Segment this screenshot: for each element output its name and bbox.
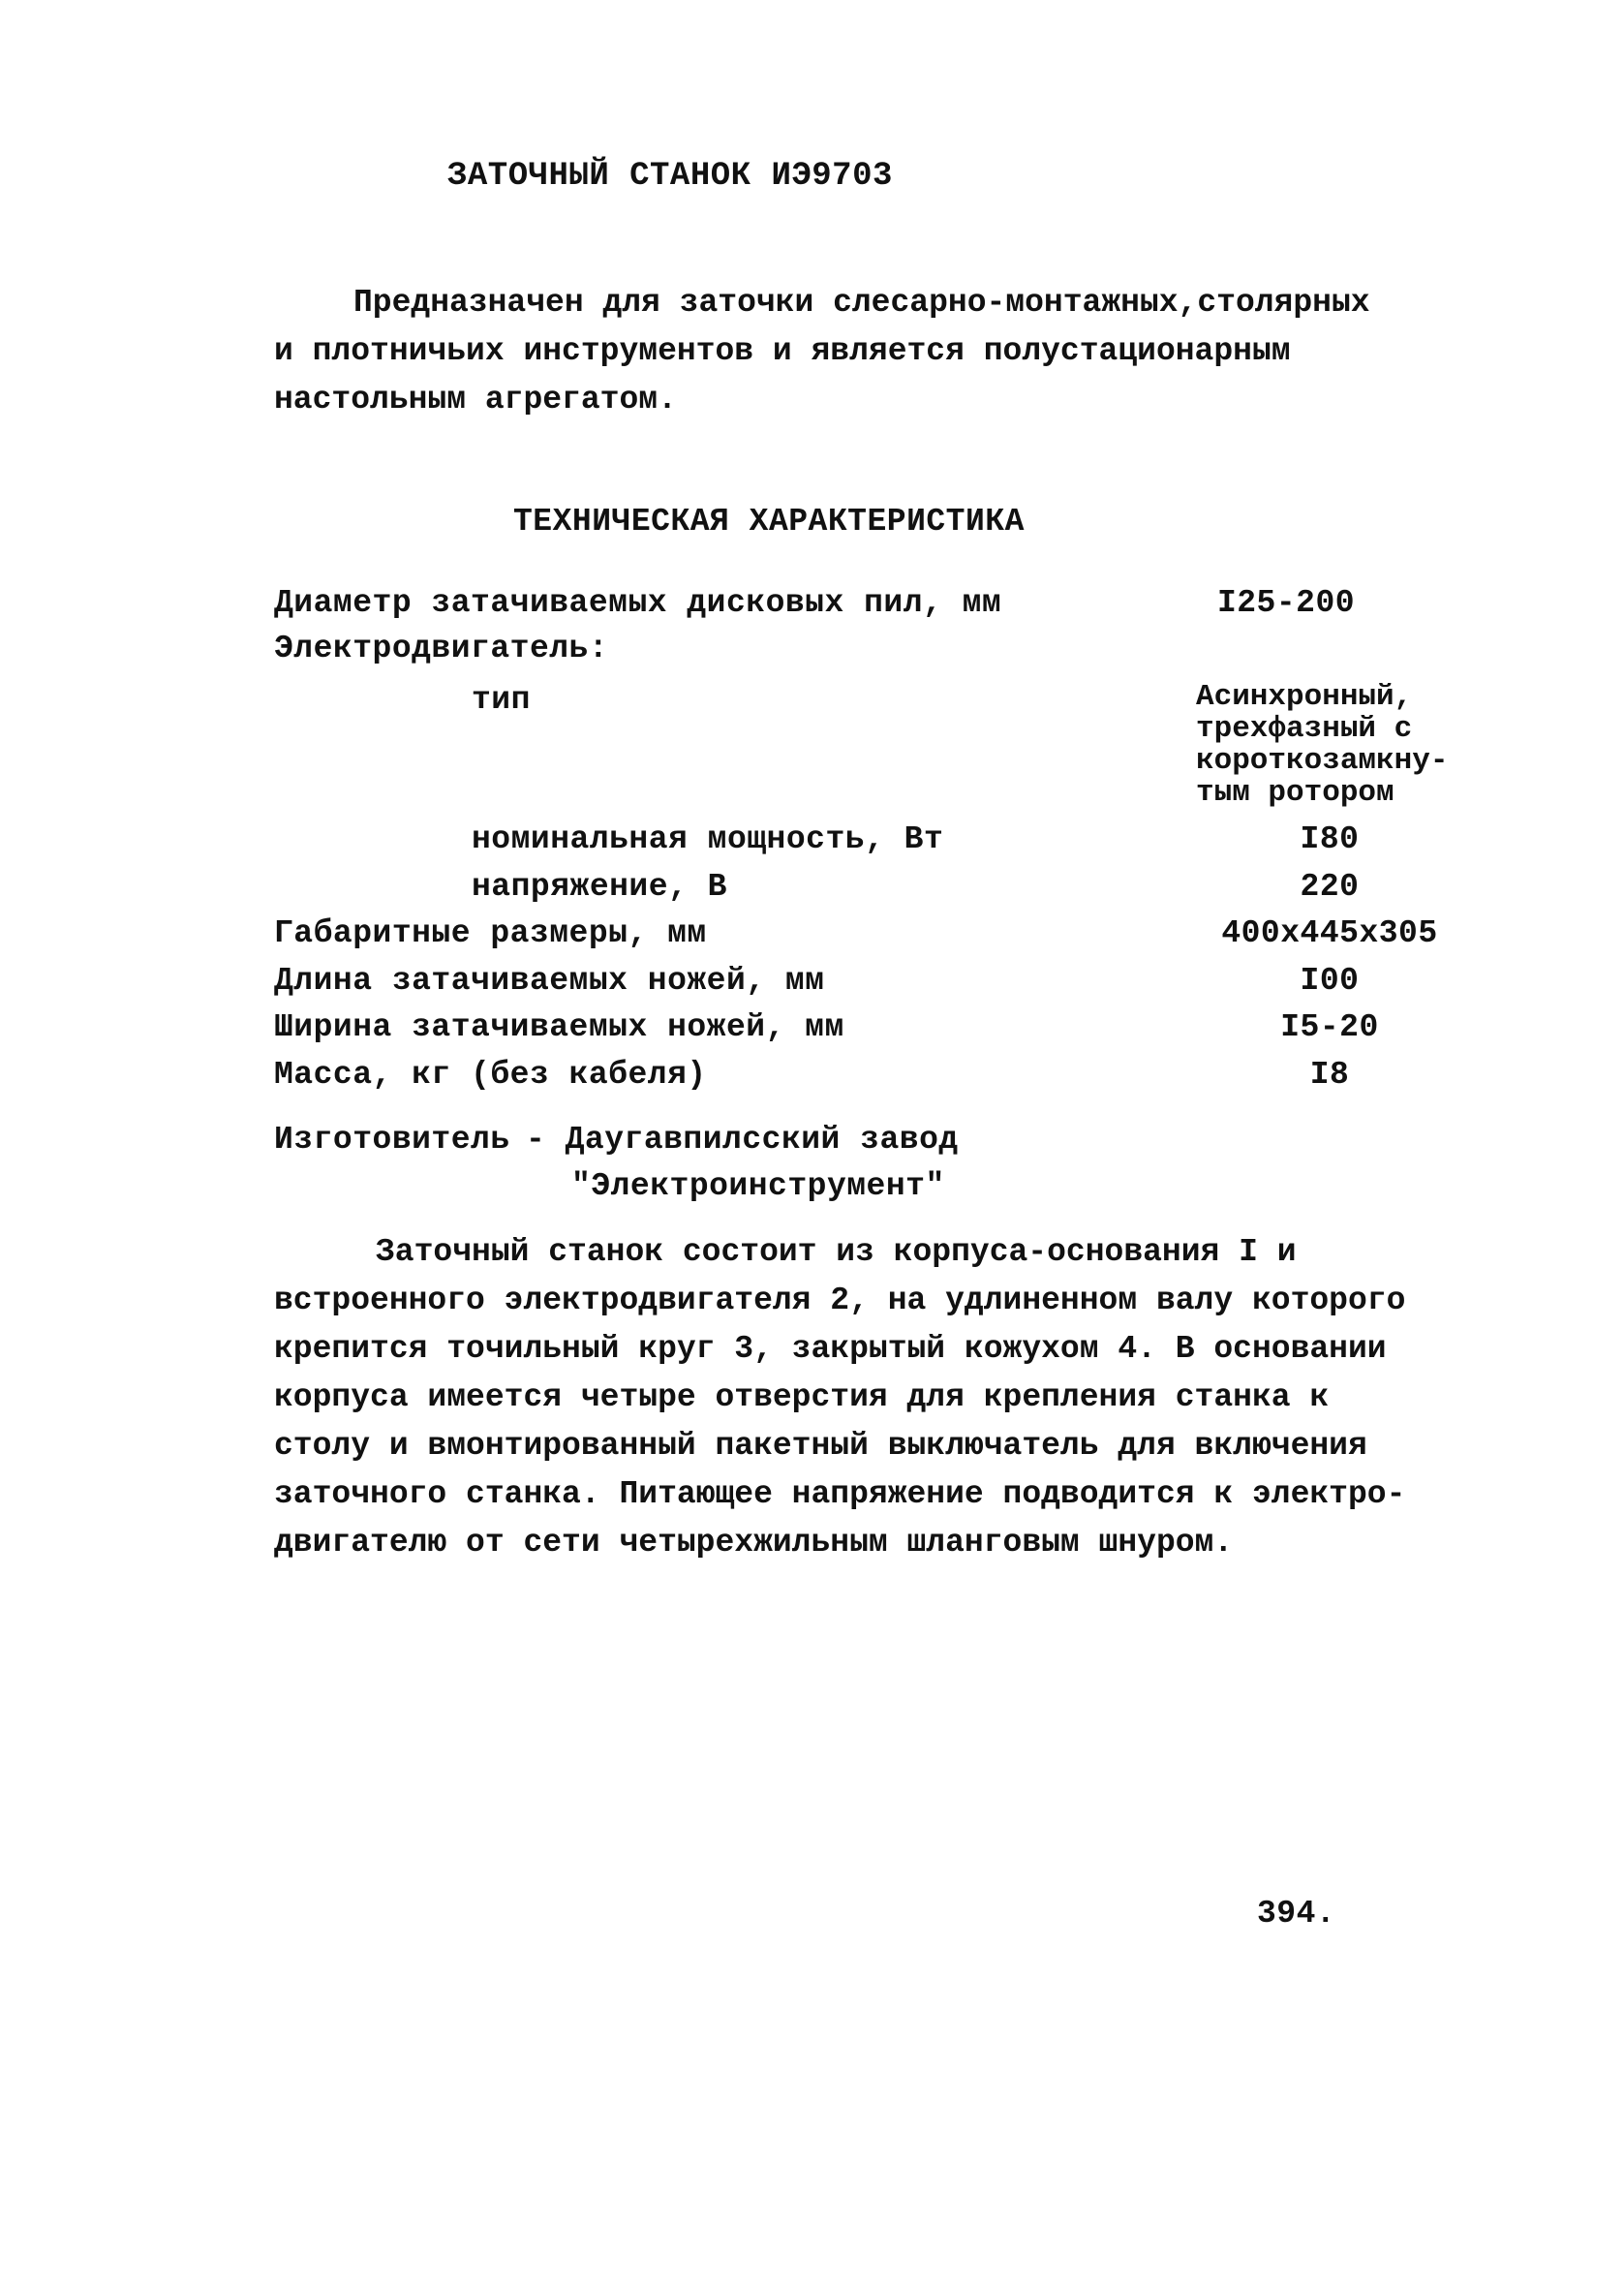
page-number: 394.	[1257, 1896, 1336, 1932]
spec-voltage-label: напряжение, В	[472, 869, 727, 905]
spec-power-label: номинальная мощность, Вт	[472, 821, 944, 857]
spec-width-value: I5-20	[1280, 1009, 1379, 1045]
intro-line-2: и плотничьих инструментов и является полустационарным	[274, 333, 1291, 369]
description-line-2: встроенного электродвигателя 2, на удлиненном валу которого	[274, 1283, 1406, 1318]
spec-heading: ТЕХНИЧЕСКАЯ ХАРАКТЕРИСТИКА	[513, 504, 1025, 540]
spec-length-value: I00	[1300, 963, 1360, 999]
spec-type-value-line-1: Асинхронный,	[1196, 680, 1413, 714]
spec-diameter-value: I25-200	[1216, 585, 1356, 621]
document-title: ЗАТОЧНЫЙ СТАНОК ИЭ9703	[447, 158, 893, 195]
description-line-7: двигателю от сети четырехжильным шланговым шнуром.	[274, 1525, 1234, 1561]
description-line-6: заточного станка. Питающее напряжение подводится к электро-	[274, 1476, 1406, 1512]
spec-length-label: Длина затачиваемых ножей, мм	[274, 963, 825, 999]
manufacturer-line-2: "Электроинструмент"	[571, 1168, 945, 1204]
manufacturer-line-1: - Даугавпилсский завод	[526, 1122, 959, 1158]
spec-voltage-value: 220	[1300, 869, 1360, 905]
spec-diameter-label: Диаметр затачиваемых дисковых пил, мм	[274, 585, 1002, 621]
spec-mass-value: I8	[1309, 1057, 1350, 1093]
intro-line-3: настольным агрегатом.	[274, 382, 677, 417]
spec-mass-label: Масса, кг (без кабеля)	[274, 1057, 707, 1093]
spec-dims-label: Габаритные размеры, мм	[274, 915, 707, 951]
manufacturer-label: Изготовитель	[274, 1122, 510, 1158]
description-line-3: крепится точильный круг 3, закрытый кожухом 4. В основании	[274, 1331, 1387, 1367]
description-line-5: столу и вмонтированный пакетный выключатель для включения	[274, 1428, 1367, 1464]
spec-type-value-line-2: трехфазный с	[1196, 712, 1413, 746]
spec-width-label: Ширина затачиваемых ножей, мм	[274, 1009, 844, 1045]
intro-line-1: Предназначен для заточки слесарно-монтажных,столярных	[353, 285, 1370, 321]
spec-dims-value: 400х445х305	[1221, 915, 1438, 951]
spec-motor-label: Электродвигатель:	[274, 631, 609, 666]
spec-type-label: тип	[472, 682, 531, 718]
spec-power-value: I80	[1300, 821, 1360, 857]
description-line-1: Заточный станок состоит из корпуса-основания I и	[376, 1234, 1297, 1270]
spec-type-value-line-4: тым ротором	[1196, 776, 1394, 810]
description-line-4: корпуса имеется четыре отверстия для крепления станка к	[274, 1379, 1330, 1415]
spec-type-value-line-3: короткозамкну-	[1196, 744, 1449, 778]
